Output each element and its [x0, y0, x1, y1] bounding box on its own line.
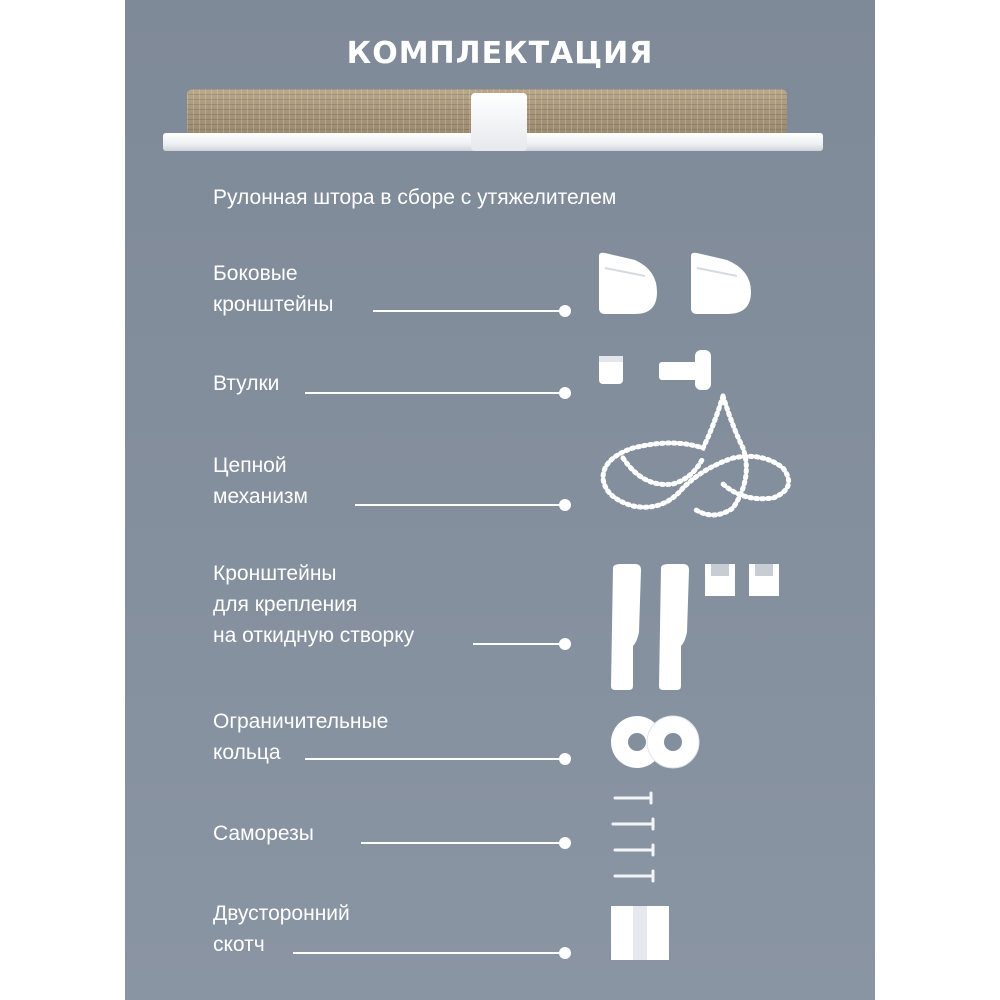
leader-dot — [559, 387, 571, 399]
double-sided-tape-icon — [609, 904, 673, 967]
side-bracket-icon — [595, 250, 765, 325]
leader-dot — [559, 947, 571, 959]
item-tilt-sash-brackets-label: Кронштейны для крепления на откидную створку — [213, 562, 415, 647]
product-description: Рулонная штора в сборе с утяжелителем — [213, 186, 617, 209]
chain-mechanism-icon — [593, 388, 813, 533]
roller-blind-image — [163, 85, 823, 155]
center-clip — [471, 93, 527, 151]
package-contents-panel — [125, 0, 875, 1000]
item-chain-mechanism-label: Цепной механизм — [213, 454, 308, 508]
leader-dot — [559, 499, 571, 511]
leader-dot — [559, 837, 571, 849]
leader-line — [293, 952, 563, 954]
leader-line — [473, 643, 563, 645]
leader-line — [355, 504, 563, 506]
screw-icon — [609, 790, 669, 889]
leader-line — [305, 758, 563, 760]
page-title: КОМПЛЕКТАЦИЯ — [346, 36, 654, 71]
leader-line — [373, 310, 563, 312]
leader-line — [361, 842, 563, 844]
item-bushings-label: Втулки — [213, 372, 280, 395]
stopper-ring-icon — [609, 712, 709, 777]
leader-line — [305, 392, 563, 394]
leader-dot — [559, 305, 571, 317]
item-side-brackets-label: Боковые кронштейны — [213, 262, 334, 316]
leader-dot — [559, 753, 571, 765]
item-stopper-rings-label: Ограничительные кольца — [213, 710, 389, 764]
item-double-sided-tape-label: Двусторонний скотч — [213, 902, 350, 956]
tilt-sash-bracket-icon — [609, 562, 789, 699]
item-screws-label: Саморезы — [213, 822, 314, 845]
leader-dot — [559, 638, 571, 650]
